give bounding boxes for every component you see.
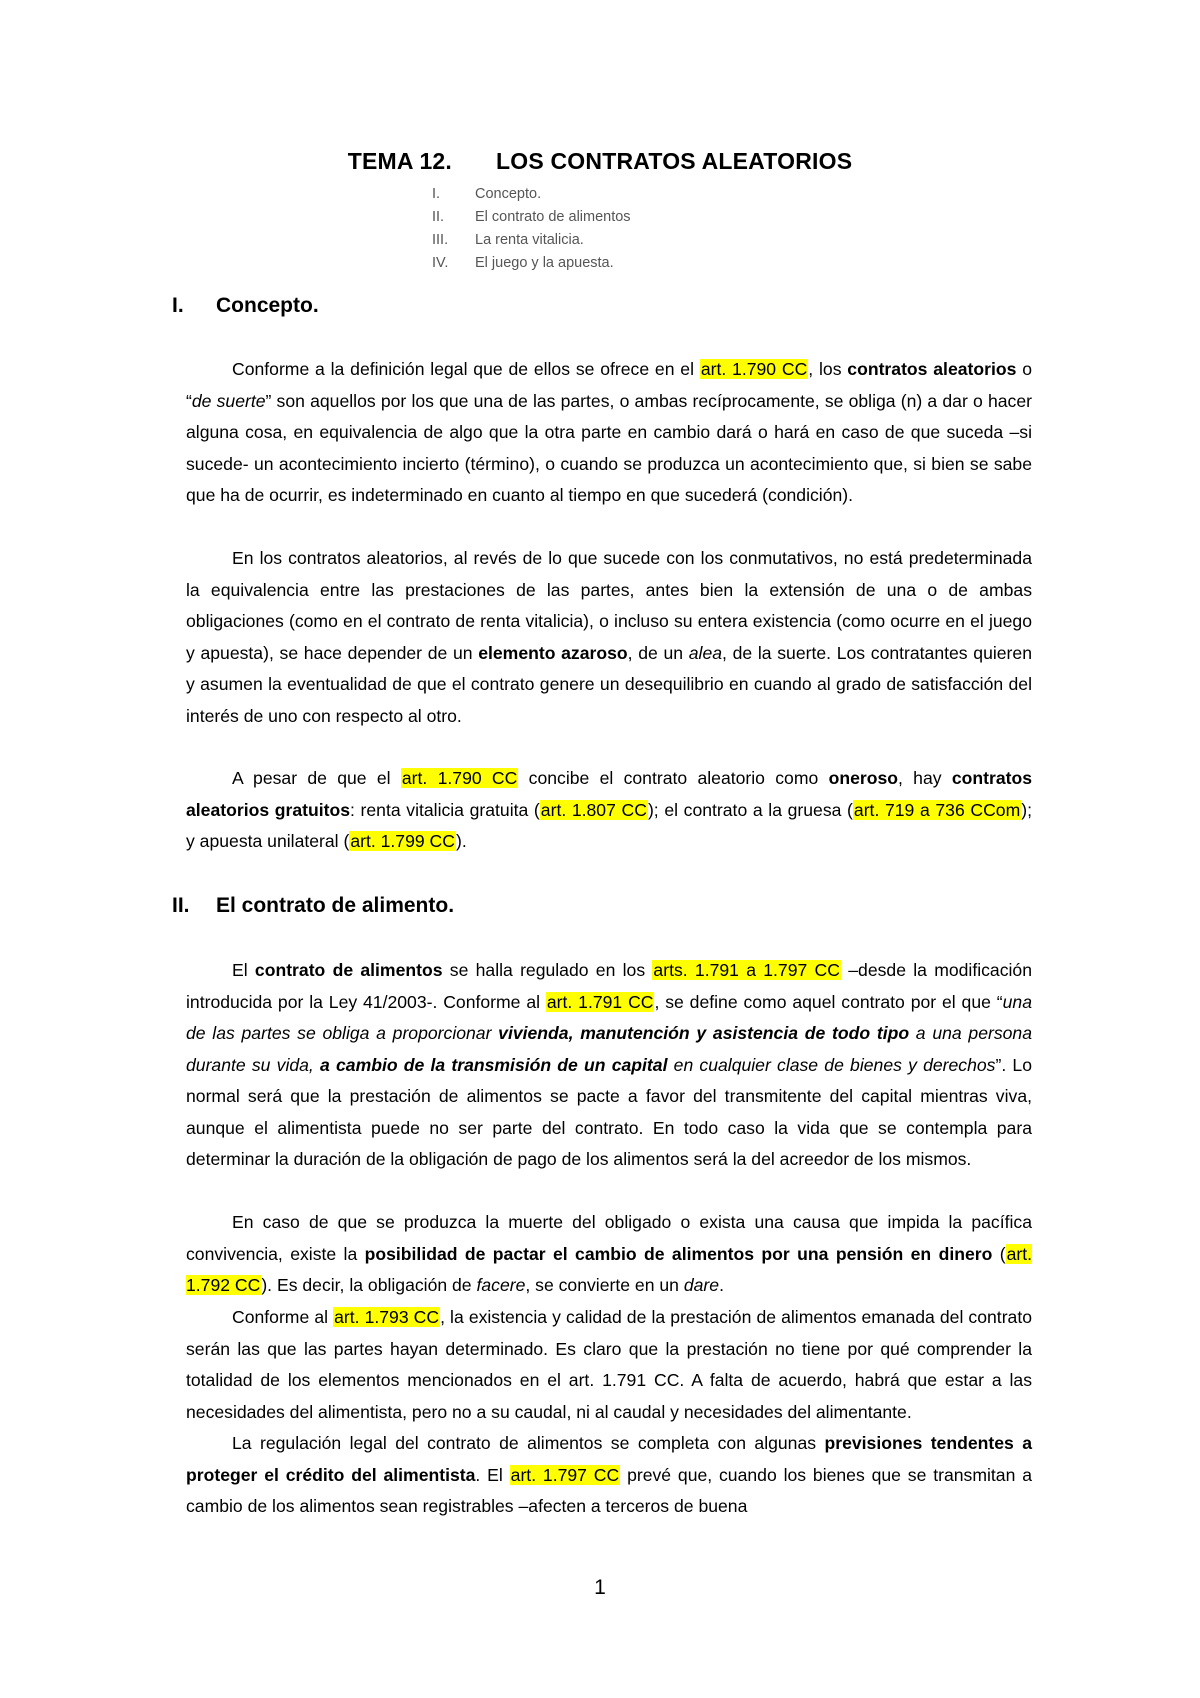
article-reference: art. 1.791 CC — [546, 991, 654, 1012]
toc-item: I. Concepto. — [432, 186, 542, 202]
paragraph: Conforme a la definición legal que de ellos se ofrece en el art. 1.790 CC, los contratos aleatorios o “de suerte” son aquellos por los que una de las partes, o ambas recíprocamente, se obliga (n) a dar o hacer alguna cosa, en equivalencia de algo que la otra parte en cambio dará o hará en caso de que suceda –si sucede- un acontecimiento incierto (término), o cuando se produzca un acontecimiento que, si bien se sabe que ha de ocurrir, es indeterminado en cuanto al tiempo en que sucederá (condición). — [186, 359, 1032, 505]
toc-item: IV. El juego y la apuesta. — [432, 255, 614, 271]
section-heading-contrato-alimento: II. El contrato de alimento. — [172, 894, 455, 917]
article-reference: art. 1.793 CC — [334, 1307, 440, 1327]
article-reference: art. 1.790 CC — [700, 359, 808, 379]
article-reference: art. 1.799 CC — [350, 831, 455, 851]
toc-item: III. La renta vitalicia. — [432, 232, 584, 248]
paragraph: En los contratos aleatorios, al revés de lo que sucede con los conmutativos, no está predeterminada la equivalencia entre las prestaciones de las partes, antes bien la extensión de una o de ambas obligaciones (como en el contrato de renta vitalicia), o incluso su entera existencia (como ocurre en el juego y apuesta), se hace depender de un elemento azaroso, de un alea, de la suerte. Los contratantes quieren y asumen la eventualidad de que el contrato genere un desequilibrio en cuando al grado de satisfacción del interés de uno con respecto al otro. — [186, 548, 1032, 726]
title-text: LOS CONTRATOS ALEATORIOS — [496, 148, 853, 174]
paragraph: La regulación legal del contrato de alimentos se completa con algunas previsiones tendentes a proteger el crédito del alimentista. El art. 1.797 CC prevé que, cuando los bienes que se transmitan a cambio de los alimentos sean registrables –afecten a terceros de buena — [186, 1433, 1033, 1516]
article-reference: art. 1.792 CC — [186, 1243, 1033, 1295]
title-number: TEMA 12. — [347, 148, 453, 174]
paragraph: A pesar de que el art. 1.790 CC concibe el contrato aleatorio como oneroso, hay contratos aleatorios gratuitos: renta vitalicia gratuita (art. 1.807 CC); el contrato a la gruesa (art. 719 a 736 CCom); y apuesta unilateral (art. 1.799 CC). — [186, 768, 1033, 851]
section-heading-concepto: I. Concepto. — [172, 294, 319, 317]
paragraph: El contrato de alimentos se halla regulado en los arts. 1.791 a 1.797 CC –desde la modificación introducida por la Ley 41/2003-. Conforme al art. 1.791 CC, se define como aquel contrato por el que “una de las partes se obliga a proporcionar vivienda, manutención y asistencia de todo tipo a una persona durante su vida, a cambio de la transmisión de un capital en cualquier clase de bienes y derechos”. Lo normal será que la prestación de alimentos se pacte a favor del transmitente del capital mientras viva, aunque el alimentista puede no ser parte del contrato. En todo caso la vida que se contempla para determinar la duración de la obligación de pago de los alimentos será la del acreedor de los mismos. — [186, 960, 1032, 1169]
paragraph: Conforme al art. 1.793 CC, la existencia y calidad de la prestación de alimentos emanada del contrato serán las que las partes hayan determinado. Es claro que la prestación no tiene por qué comprender la totalidad de los elementos mencionados en el art. 1.791 CC. A falta de acuerdo, habrá que estar a las necesidades del alimentista, pero no a su caudal, ni al caudal y necesidades del alimentante. — [186, 1307, 1033, 1422]
article-reference: art. 719 a 736 CCom — [853, 799, 1021, 820]
toc-item: II. El contrato de alimentos — [432, 209, 631, 225]
article-reference: arts. 1.791 a 1.797 CC — [653, 960, 840, 980]
paragraph: En caso de que se produzca la muerte del obligado o exista una causa que impida la pacífica convivencia, existe la posibilidad de pactar el cambio de alimentos por una pensión en dinero (art. 1.792 CC). Es decir, la obligación de facere, se convierte en un dare. — [186, 1212, 1033, 1295]
page-number: 1 — [594, 1576, 606, 1599]
document-title — [0, 148, 1200, 175]
article-reference: art. 1.797 CC — [510, 1464, 620, 1485]
article-reference: art. 1.790 CC — [401, 768, 518, 788]
table-of-contents — [432, 183, 631, 275]
article-reference: art. 1.807 CC — [540, 799, 647, 820]
